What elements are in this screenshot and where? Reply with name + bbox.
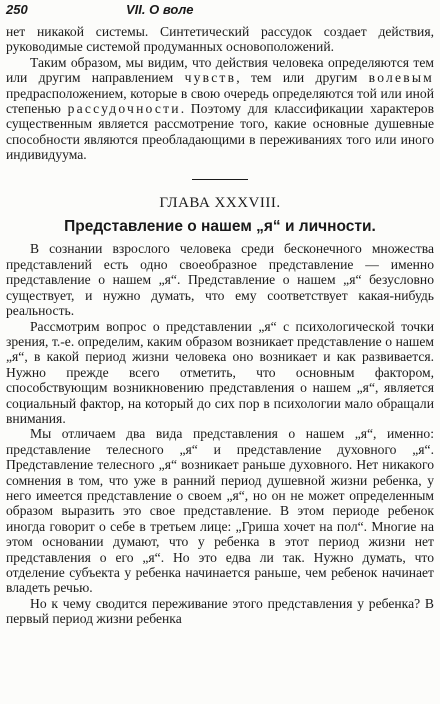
paragraph-two-kinds: Мы отличаем два вида представления о нашем „я“, именно: представление телесного „я“ и представление духовного „я“. Представление телесного „я“ возникает раньше духовного. Нет никакого сомнения в том, что уже в ранний период душевной жизни ребенка, у него имеется представление о своем „я“, но он не может определенным образом выразить это свое представление. В этом периоде ребенок иногда говорит о себе в третьем лице: „Гриша хочет на пол“. Многие на этом основании думают, что у ребенка в этот период жизни нет представления о его „я“. Но это едва ли так. Нужно думать, что отделение субъекта у ребенка начинается раньше, чем ребенок начинает владеть речью. (6, 426, 434, 596)
running-title: VII. О воле (126, 2, 194, 17)
paragraph-intro: В сознании взрослого человека среди бесконечного множества представлений есть одно своеобразное представление — именно представление о нашем „я“. Представление о нашем „я“ безусловно существует, и нужно думать, что ему соответствует какая-нибудь реальность. (6, 241, 434, 319)
page-number: 250 (6, 2, 28, 17)
spaced-term-rationality: рассудочности (67, 101, 181, 117)
paragraph-continuing: Но к чему сводится переживание этого представления у ребенка? В первый период жизни ребенка (6, 595, 434, 627)
paragraph-psychological-view: Рассмотрим вопрос о представлении „я“ с психологической точки зрения, т.-е. определим, каким образом возникает представление о нашем „я“, в какой период жизни человека оно возникает и как развивается. Нужно прежде всего отметить, что основным фактором, способствующим возникновению представления о нашем „я“, является социальный фактор, на который до сих пор в психологии мало обращали внимания. (6, 318, 434, 426)
section-divider (192, 179, 248, 180)
running-head (6, 0, 434, 24)
spaced-term-feelings: чувств (184, 70, 237, 86)
chapter-title: Представление о нашем „я“ и личности. (64, 218, 376, 236)
text-run: . Поэтому для классификации характеров существенным является рассмотрение того, какие основные душевные способности являются преобладающими в переживаниях того или иного индивидуума. (6, 101, 434, 163)
spaced-term-volitional: волевым (368, 70, 434, 86)
chapter-number: ГЛАВА XXXVIII. (159, 194, 281, 211)
text-run: Таким образом, мы видим, что действия человека определяются тем или другим направлением (6, 54, 434, 86)
body-text (6, 24, 434, 627)
text-run: предрасположением, которые в свою очередь определяются той или иной степенью (6, 85, 434, 117)
paragraph-summary (6, 55, 434, 163)
paragraph-continued: нет никакой системы. Синтетический рассудок создает действия, руководимые системой продуманных основоположений. (6, 24, 434, 55)
text-run: , тем или другим (236, 70, 369, 86)
